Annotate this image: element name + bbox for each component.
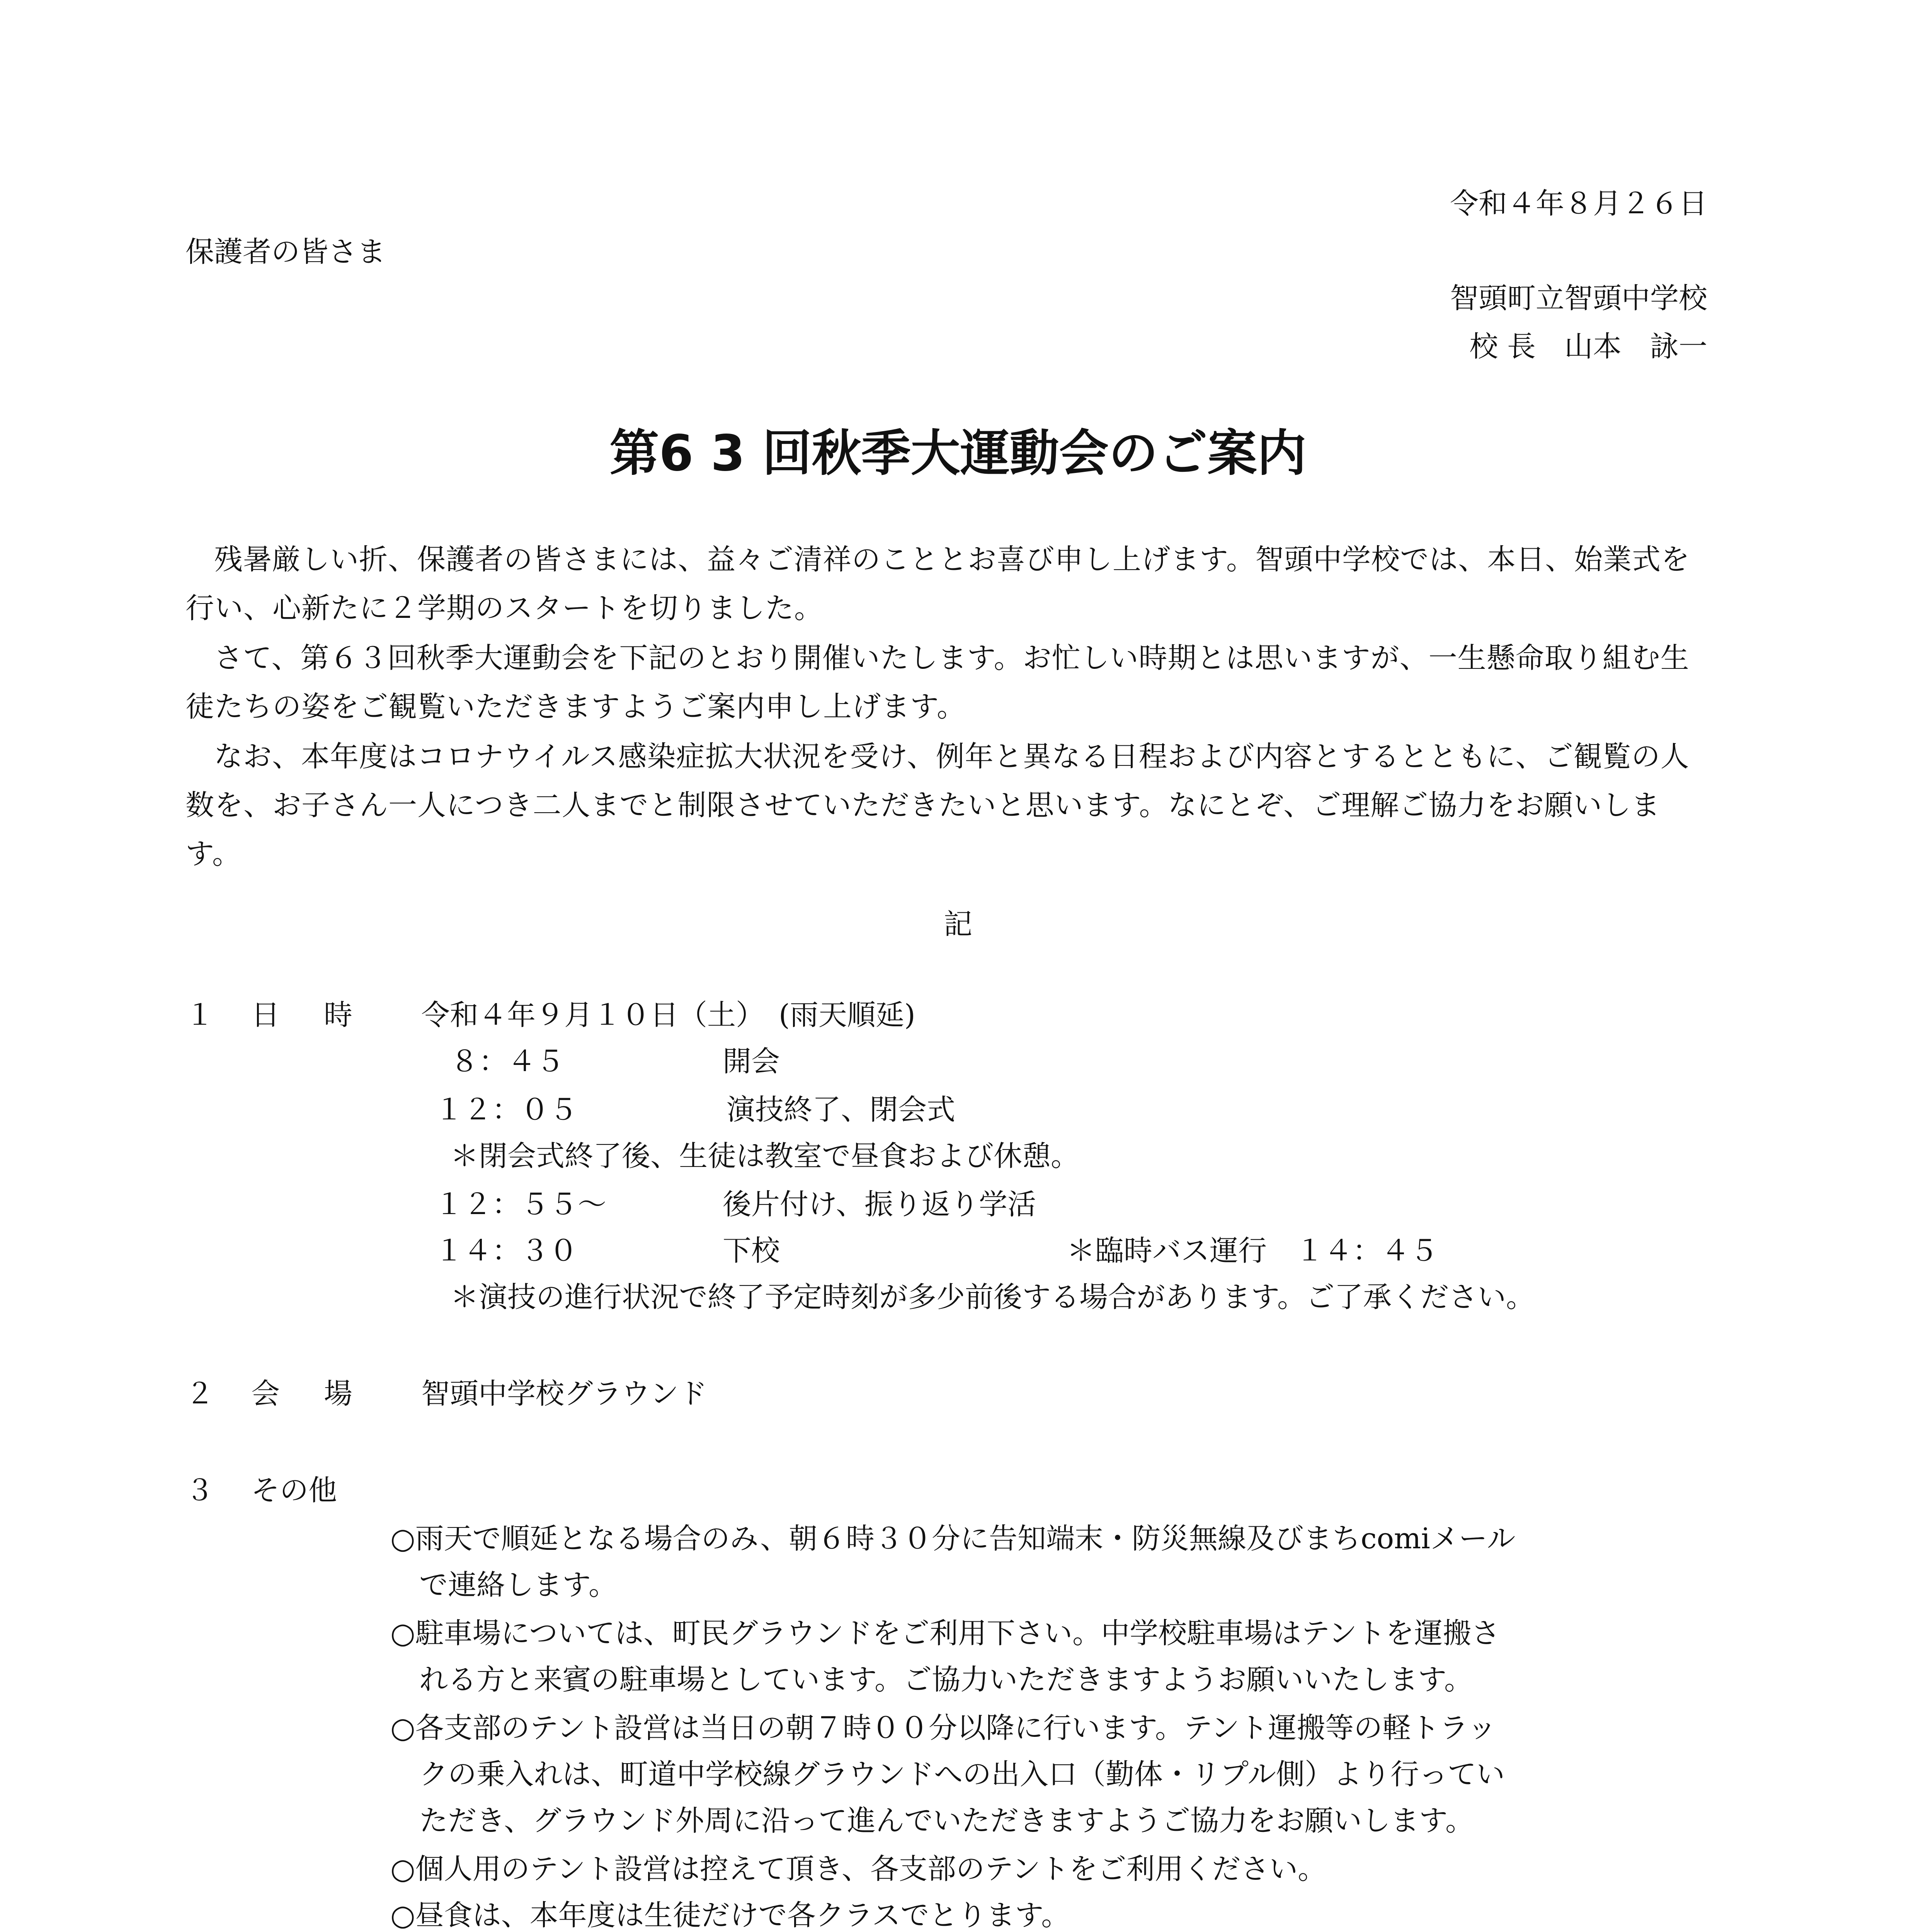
intro-paragraph-1: 残暑厳しい折、保護者の皆さまには、益々ご清祥のこととお喜び申し上げます。智頭中学校では、本日、始業式を行い、心新たに２学期のスタートを切りました。: [185, 543, 1690, 625]
section-1-number: １: [185, 998, 214, 1032]
notice-line: ○雨天で順延となる場合のみ、朝６時３０分に告知端末・防災無線及びまちcomiメール: [390, 1522, 1516, 1555]
issue-date: 令和４年８月２６日: [1450, 187, 1707, 220]
notice-line: で連絡します。: [419, 1568, 618, 1602]
recipient: 保護者の皆さま: [185, 235, 386, 269]
section-1-label: 日 時: [251, 998, 360, 1032]
schedule-time: ８：４５: [450, 1045, 565, 1078]
schedule-note: ＊演技の進行状況で終了予定時刻が多少前後する場合があります。ご了承ください。: [450, 1281, 1535, 1314]
notice-line: ○昼食は、本年度は生徒だけで各クラスでとります。: [390, 1899, 1070, 1932]
notice-line: クの乗入れは、町道中学校線グラウンドへの出入口（勤体・リプル側）より行ってい: [419, 1758, 1505, 1791]
notice-line: ただき、グラウンド外周に沿って進んでいただきますようご協力をお願いします。: [419, 1804, 1474, 1837]
schedule-time: １２：０５: [435, 1093, 578, 1126]
section-1-date: 令和４年９月１０日（土） (雨天順延): [421, 998, 915, 1032]
section-3-number: ３: [185, 1474, 214, 1507]
section-2-label: 会 場: [251, 1377, 360, 1410]
schedule-note: ＊閉会式終了後、生徒は教室で昼食および休憩。: [450, 1139, 1079, 1173]
schedule-event: 演技終了、閉会式: [727, 1093, 955, 1126]
intro-paragraph-3: なお、本年度はコロナウイルス感染症拡大状況を受け、例年と異なる日程および内容とするとともに、ご観覧の人数を、お子さん一人につき二人までと制限させていただきたいと思います。なにとぞ、ご理解ご協力をお願いします。: [185, 740, 1690, 871]
notice-line: ○各支部のテント設営は当日の朝７時００分以降に行います。テント運搬等の軽トラッ: [390, 1711, 1496, 1745]
schedule-time: １４：３０: [435, 1234, 578, 1267]
document-title: 第6 3 回秋季大運動会のご案内: [609, 425, 1307, 482]
intro-paragraph-2: さて、第６３回秋季大運動会を下記のとおり開催いたします。お忙しい時期とは思いますが、一生懸命取り組む生徒たちの姿をご観覧いただきますようご案内申し上げます。: [185, 641, 1690, 723]
schedule-event: 開会: [723, 1045, 780, 1078]
school-name: 智頭町立智頭中学校: [1450, 282, 1707, 315]
principal-name: 校 長 山本 詠一: [1469, 330, 1707, 363]
notice-line: れる方と来賓の駐車場としています。ご協力いただきますようお願いいたします。: [419, 1663, 1473, 1696]
schedule-event: 下校: [723, 1234, 780, 1267]
schedule-event: 後片付け、振り返り学活: [723, 1188, 1036, 1221]
schedule-time: １２：５５～: [435, 1188, 606, 1221]
ki-heading: 記: [944, 908, 972, 941]
notice-line: ○個人用のテント設営は控えて頂き、各支部のテントをご利用ください。: [390, 1852, 1327, 1886]
section-3-label: その他: [251, 1474, 337, 1507]
bus-note: ＊臨時バス運行 １４：４５: [1067, 1234, 1438, 1267]
notice-line: ○駐車場については、町民グラウンドをご利用下さい。中学校駐車場はテントを運搬さ: [390, 1617, 1500, 1650]
venue: 智頭中学校グラウンド: [421, 1377, 707, 1410]
section-2-number: ２: [185, 1377, 214, 1410]
